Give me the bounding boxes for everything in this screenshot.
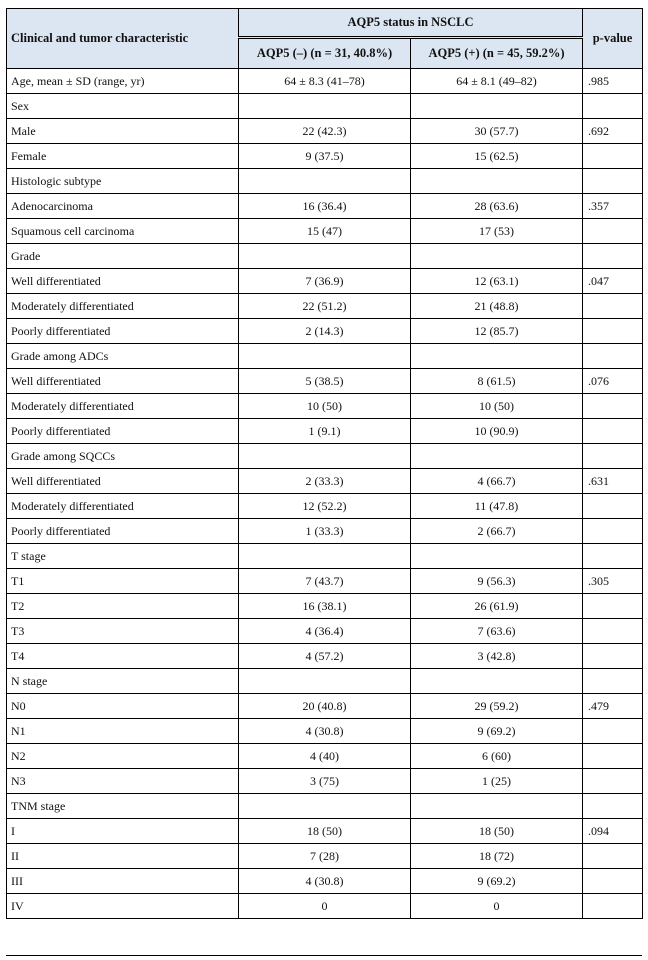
row-label-cell: Grade among SQCCs <box>7 444 239 469</box>
table-row <box>7 169 643 194</box>
p-value-cell <box>583 594 643 619</box>
aqp5-positive-cell: 29 (59.2) <box>411 694 583 719</box>
aqp5-negative-cell: 10 (50) <box>239 394 411 419</box>
aqp5-negative-cell <box>239 169 411 194</box>
aqp5-positive-cell <box>411 344 583 369</box>
p-value-cell <box>583 444 643 469</box>
row-label-cell: N3 <box>7 769 239 794</box>
aqp5-positive-cell: 1 (25) <box>411 769 583 794</box>
row-label-cell: N stage <box>7 669 239 694</box>
aqp5-positive-cell: 26 (61.9) <box>411 594 583 619</box>
table-row <box>7 794 643 819</box>
aqp5-positive-cell: 28 (63.6) <box>411 194 583 219</box>
aqp5-positive-cell <box>411 244 583 269</box>
header-row-top <box>7 9 643 38</box>
table-row <box>7 119 643 144</box>
aqp5-negative-cell: 7 (43.7) <box>239 569 411 594</box>
header-characteristic: Clinical and tumor characteristic <box>7 9 239 69</box>
aqp5-positive-cell <box>411 169 583 194</box>
table-row <box>7 544 643 569</box>
p-value-cell <box>583 769 643 794</box>
aqp5-positive-cell: 6 (60) <box>411 744 583 769</box>
header-p-value: p-value <box>583 9 643 69</box>
aqp5-negative-cell: 4 (57.2) <box>239 644 411 669</box>
aqp5-positive-cell: 12 (85.7) <box>411 319 583 344</box>
aqp5-negative-cell: 4 (40) <box>239 744 411 769</box>
table-header <box>7 9 643 69</box>
aqp5-negative-cell <box>239 669 411 694</box>
p-value-cell <box>583 894 643 919</box>
aqp5-positive-cell: 7 (63.6) <box>411 619 583 644</box>
row-label-cell: Grade among ADCs <box>7 344 239 369</box>
table-row <box>7 744 643 769</box>
p-value-cell <box>583 344 643 369</box>
p-value-cell: .094 <box>583 819 643 844</box>
row-label-cell: T4 <box>7 644 239 669</box>
aqp5-negative-cell: 2 (33.3) <box>239 469 411 494</box>
aqp5-negative-cell: 4 (30.8) <box>239 719 411 744</box>
bottom-rule <box>6 955 642 956</box>
aqp5-negative-cell: 1 (33.3) <box>239 519 411 544</box>
row-label-cell: T stage <box>7 544 239 569</box>
p-value-cell: .357 <box>583 194 643 219</box>
p-value-cell <box>583 869 643 894</box>
row-label-cell: Well differentiated <box>7 269 239 294</box>
p-value-cell <box>583 244 643 269</box>
table-row <box>7 369 643 394</box>
aqp5-negative-cell: 22 (51.2) <box>239 294 411 319</box>
aqp5-positive-cell: 9 (69.2) <box>411 719 583 744</box>
aqp5-positive-cell: 30 (57.7) <box>411 119 583 144</box>
table-row <box>7 294 643 319</box>
aqp5-positive-cell: 18 (50) <box>411 819 583 844</box>
table-row <box>7 194 643 219</box>
table-row <box>7 519 643 544</box>
p-value-cell <box>583 619 643 644</box>
p-value-cell: .631 <box>583 469 643 494</box>
aqp5-positive-cell: 3 (42.8) <box>411 644 583 669</box>
aqp5-positive-cell: 21 (48.8) <box>411 294 583 319</box>
aqp5-characteristics-table <box>6 8 643 919</box>
aqp5-positive-cell: 64 ± 8.1 (49–82) <box>411 69 583 94</box>
aqp5-negative-cell: 15 (47) <box>239 219 411 244</box>
table-row <box>7 394 643 419</box>
aqp5-positive-cell: 15 (62.5) <box>411 144 583 169</box>
row-label-cell: Moderately differentiated <box>7 494 239 519</box>
table-row <box>7 844 643 869</box>
row-label-cell: N0 <box>7 694 239 719</box>
row-label-cell: T1 <box>7 569 239 594</box>
aqp5-positive-cell: 4 (66.7) <box>411 469 583 494</box>
p-value-cell: .479 <box>583 694 643 719</box>
table-row <box>7 319 643 344</box>
aqp5-positive-cell: 2 (66.7) <box>411 519 583 544</box>
aqp5-positive-cell: 12 (63.1) <box>411 269 583 294</box>
p-value-cell <box>583 294 643 319</box>
p-value-cell <box>583 794 643 819</box>
aqp5-negative-cell: 1 (9.1) <box>239 419 411 444</box>
p-value-cell: .692 <box>583 119 643 144</box>
p-value-cell <box>583 419 643 444</box>
row-label-cell: Histologic subtype <box>7 169 239 194</box>
aqp5-positive-cell <box>411 94 583 119</box>
table-row <box>7 819 643 844</box>
p-value-cell <box>583 644 643 669</box>
aqp5-positive-cell: 11 (47.8) <box>411 494 583 519</box>
p-value-cell: .076 <box>583 369 643 394</box>
row-label-cell: N2 <box>7 744 239 769</box>
aqp5-negative-cell: 4 (36.4) <box>239 619 411 644</box>
table-row <box>7 569 643 594</box>
aqp5-positive-cell <box>411 444 583 469</box>
aqp5-positive-cell: 9 (56.3) <box>411 569 583 594</box>
table-row <box>7 769 643 794</box>
header-aqp5-positive: AQP5 (+) (n = 45, 59.2%) <box>411 38 583 69</box>
aqp5-negative-cell: 12 (52.2) <box>239 494 411 519</box>
aqp5-negative-cell <box>239 344 411 369</box>
table-row <box>7 869 643 894</box>
table-row <box>7 244 643 269</box>
row-label-cell: Poorly differentiated <box>7 419 239 444</box>
table-row <box>7 644 643 669</box>
p-value-cell <box>583 519 643 544</box>
aqp5-negative-cell <box>239 794 411 819</box>
aqp5-positive-cell: 9 (69.2) <box>411 869 583 894</box>
table-row <box>7 419 643 444</box>
aqp5-negative-cell: 5 (38.5) <box>239 369 411 394</box>
row-label-cell: I <box>7 819 239 844</box>
aqp5-negative-cell: 18 (50) <box>239 819 411 844</box>
aqp5-positive-cell: 10 (50) <box>411 394 583 419</box>
row-label-cell: Age, mean ± SD (range, yr) <box>7 69 239 94</box>
table-row <box>7 719 643 744</box>
aqp5-negative-cell: 7 (28) <box>239 844 411 869</box>
p-value-cell <box>583 94 643 119</box>
table-row <box>7 894 643 919</box>
p-value-cell <box>583 219 643 244</box>
table-row <box>7 594 643 619</box>
aqp5-negative-cell <box>239 544 411 569</box>
aqp5-negative-cell: 0 <box>239 894 411 919</box>
p-value-cell <box>583 494 643 519</box>
p-value-cell <box>583 319 643 344</box>
aqp5-negative-cell <box>239 444 411 469</box>
row-label-cell: TNM stage <box>7 794 239 819</box>
aqp5-negative-cell <box>239 94 411 119</box>
aqp5-positive-cell <box>411 669 583 694</box>
row-label-cell: Poorly differentiated <box>7 319 239 344</box>
table-container <box>6 8 642 919</box>
p-value-cell: .305 <box>583 569 643 594</box>
table-row <box>7 94 643 119</box>
header-aqp5-negative: AQP5 (–) (n = 31, 40.8%) <box>239 38 411 69</box>
header-aqp5-status-group: AQP5 status in NSCLC <box>239 9 583 38</box>
table-row <box>7 669 643 694</box>
table-row <box>7 444 643 469</box>
table-row <box>7 69 643 94</box>
row-label-cell: IV <box>7 894 239 919</box>
row-label-cell: Well differentiated <box>7 369 239 394</box>
table-row <box>7 344 643 369</box>
table-row <box>7 269 643 294</box>
aqp5-negative-cell: 16 (38.1) <box>239 594 411 619</box>
p-value-cell <box>583 844 643 869</box>
row-label-cell: Sex <box>7 94 239 119</box>
row-label-cell: Poorly differentiated <box>7 519 239 544</box>
row-label-cell: T3 <box>7 619 239 644</box>
row-label-cell: Moderately differentiated <box>7 394 239 419</box>
aqp5-positive-cell: 10 (90.9) <box>411 419 583 444</box>
row-label-cell: II <box>7 844 239 869</box>
aqp5-positive-cell: 0 <box>411 894 583 919</box>
p-value-cell <box>583 669 643 694</box>
aqp5-positive-cell: 17 (53) <box>411 219 583 244</box>
aqp5-negative-cell: 7 (36.9) <box>239 269 411 294</box>
row-label-cell: Squamous cell carcinoma <box>7 219 239 244</box>
aqp5-positive-cell <box>411 794 583 819</box>
row-label-cell: Adenocarcinoma <box>7 194 239 219</box>
p-value-cell <box>583 744 643 769</box>
aqp5-positive-cell: 18 (72) <box>411 844 583 869</box>
p-value-cell: .047 <box>583 269 643 294</box>
table-row <box>7 144 643 169</box>
row-label-cell: Grade <box>7 244 239 269</box>
aqp5-negative-cell: 22 (42.3) <box>239 119 411 144</box>
row-label-cell: Male <box>7 119 239 144</box>
aqp5-positive-cell <box>411 544 583 569</box>
p-value-cell <box>583 144 643 169</box>
aqp5-negative-cell: 4 (30.8) <box>239 869 411 894</box>
aqp5-positive-cell: 8 (61.5) <box>411 369 583 394</box>
p-value-cell <box>583 544 643 569</box>
table-row <box>7 694 643 719</box>
table-row <box>7 494 643 519</box>
aqp5-negative-cell: 20 (40.8) <box>239 694 411 719</box>
row-label-cell: T2 <box>7 594 239 619</box>
p-value-cell: .985 <box>583 69 643 94</box>
aqp5-negative-cell: 64 ± 8.3 (41–78) <box>239 69 411 94</box>
row-label-cell: Well differentiated <box>7 469 239 494</box>
aqp5-negative-cell: 9 (37.5) <box>239 144 411 169</box>
aqp5-negative-cell: 3 (75) <box>239 769 411 794</box>
row-label-cell: Moderately differentiated <box>7 294 239 319</box>
p-value-cell <box>583 169 643 194</box>
table-row <box>7 619 643 644</box>
row-label-cell: N1 <box>7 719 239 744</box>
table-row <box>7 469 643 494</box>
p-value-cell <box>583 719 643 744</box>
row-label-cell: III <box>7 869 239 894</box>
row-label-cell: Female <box>7 144 239 169</box>
table-body <box>7 69 643 919</box>
p-value-cell <box>583 394 643 419</box>
aqp5-negative-cell: 16 (36.4) <box>239 194 411 219</box>
table-row <box>7 219 643 244</box>
aqp5-negative-cell <box>239 244 411 269</box>
aqp5-negative-cell: 2 (14.3) <box>239 319 411 344</box>
